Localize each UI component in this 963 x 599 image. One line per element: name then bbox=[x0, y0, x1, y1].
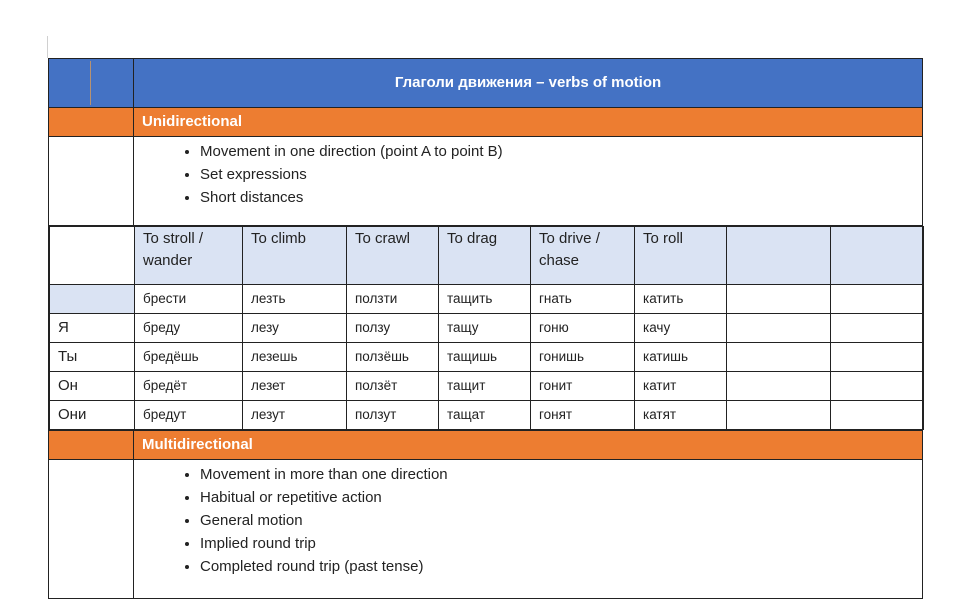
conjugation-cell bbox=[49, 226, 923, 431]
infinitive-cell: брести bbox=[135, 285, 243, 314]
unidirectional-heading: Unidirectional bbox=[134, 108, 923, 137]
list-item: • Short distances bbox=[200, 186, 922, 209]
list-item: • General motion bbox=[200, 509, 922, 532]
header-corner-cell bbox=[50, 227, 135, 285]
form-cell: бредёшь bbox=[135, 343, 243, 372]
list-item: • Implied round trip bbox=[200, 532, 922, 555]
form-cell: катишь bbox=[635, 343, 727, 372]
infinitive-row bbox=[50, 285, 924, 314]
verb-header-row bbox=[50, 227, 924, 285]
form-cell: гоню bbox=[531, 314, 635, 343]
form-cell bbox=[831, 343, 924, 372]
verb-header bbox=[727, 227, 831, 285]
list-item: • Completed round trip (past tense) bbox=[200, 555, 922, 578]
form-cell: гонишь bbox=[531, 343, 635, 372]
multidirectional-heading: Multidirectional bbox=[134, 431, 923, 460]
verb-header: To crawl bbox=[347, 227, 439, 285]
list-item: • Set expressions bbox=[200, 163, 922, 186]
unidirectional-left-cell bbox=[49, 108, 134, 137]
unidirectional-heading-row bbox=[49, 108, 923, 137]
list-item: • Movement in more than one direction bbox=[200, 463, 922, 486]
multidirectional-bullets-cell bbox=[134, 460, 923, 599]
multidirectional-heading-row bbox=[49, 431, 923, 460]
form-cell: тащу bbox=[439, 314, 531, 343]
page-margin-mark bbox=[47, 36, 48, 58]
pronoun-cell: Ты bbox=[50, 343, 135, 372]
form-cell: катят bbox=[635, 401, 727, 430]
infinitive-cell: гнать bbox=[531, 285, 635, 314]
pronoun-cell: Они bbox=[50, 401, 135, 430]
form-cell: гонит bbox=[531, 372, 635, 401]
verb-header: To stroll / wander bbox=[135, 227, 243, 285]
form-cell bbox=[831, 372, 924, 401]
conjugation-table bbox=[49, 226, 924, 430]
form-cell: ползут bbox=[347, 401, 439, 430]
table-row bbox=[50, 314, 924, 343]
form-cell: тащишь bbox=[439, 343, 531, 372]
pronoun-cell: Он bbox=[50, 372, 135, 401]
table-row bbox=[50, 372, 924, 401]
infinitive-corner-cell bbox=[50, 285, 135, 314]
infinitive-cell: ползти bbox=[347, 285, 439, 314]
form-cell: бреду bbox=[135, 314, 243, 343]
verbs-of-motion-table bbox=[48, 58, 923, 599]
list-item: • Habitual or repetitive action bbox=[200, 486, 922, 509]
form-cell: тащат bbox=[439, 401, 531, 430]
multidirectional-bullet-list bbox=[134, 463, 922, 578]
verb-header: To roll bbox=[635, 227, 727, 285]
infinitive-cell: лезть bbox=[243, 285, 347, 314]
title-row bbox=[49, 59, 923, 108]
form-cell bbox=[727, 314, 831, 343]
infinitive-cell: тащить bbox=[439, 285, 531, 314]
unidirectional-bullets-left-cell bbox=[49, 137, 134, 226]
form-cell bbox=[727, 401, 831, 430]
form-cell: ползёт bbox=[347, 372, 439, 401]
unidirectional-bullet-list bbox=[134, 140, 922, 209]
multidirectional-left-cell bbox=[49, 431, 134, 460]
table-row bbox=[50, 343, 924, 372]
verb-header: To climb bbox=[243, 227, 347, 285]
form-cell: ползу bbox=[347, 314, 439, 343]
conjugation-row bbox=[49, 226, 923, 431]
form-cell: лезет bbox=[243, 372, 347, 401]
form-cell: тащит bbox=[439, 372, 531, 401]
multidirectional-bullets-row bbox=[49, 460, 923, 599]
list-item: • Movement in one direction (point A to point B) bbox=[200, 140, 922, 163]
form-cell: катит bbox=[635, 372, 727, 401]
form-cell: качу bbox=[635, 314, 727, 343]
verb-header bbox=[831, 227, 924, 285]
form-cell: лезут bbox=[243, 401, 347, 430]
form-cell bbox=[727, 372, 831, 401]
multidirectional-bullets-left-cell bbox=[49, 460, 134, 599]
verb-header: To drive / chase bbox=[531, 227, 635, 285]
form-cell bbox=[831, 314, 924, 343]
form-cell: гонят bbox=[531, 401, 635, 430]
form-cell: бредут bbox=[135, 401, 243, 430]
form-cell: лезу bbox=[243, 314, 347, 343]
page-title: Глаголи движения – verbs of motion bbox=[134, 59, 923, 108]
verb-header: To drag bbox=[439, 227, 531, 285]
form-cell: ползёшь bbox=[347, 343, 439, 372]
title-left-cell bbox=[49, 59, 134, 108]
form-cell bbox=[831, 401, 924, 430]
table-row bbox=[50, 401, 924, 430]
unidirectional-bullets-cell bbox=[134, 137, 923, 226]
infinitive-cell bbox=[727, 285, 831, 314]
infinitive-cell bbox=[831, 285, 924, 314]
form-cell bbox=[727, 343, 831, 372]
form-cell: бредёт bbox=[135, 372, 243, 401]
pronoun-cell: Я bbox=[50, 314, 135, 343]
unidirectional-bullets-row bbox=[49, 137, 923, 226]
infinitive-cell: катить bbox=[635, 285, 727, 314]
form-cell: лезешь bbox=[243, 343, 347, 372]
